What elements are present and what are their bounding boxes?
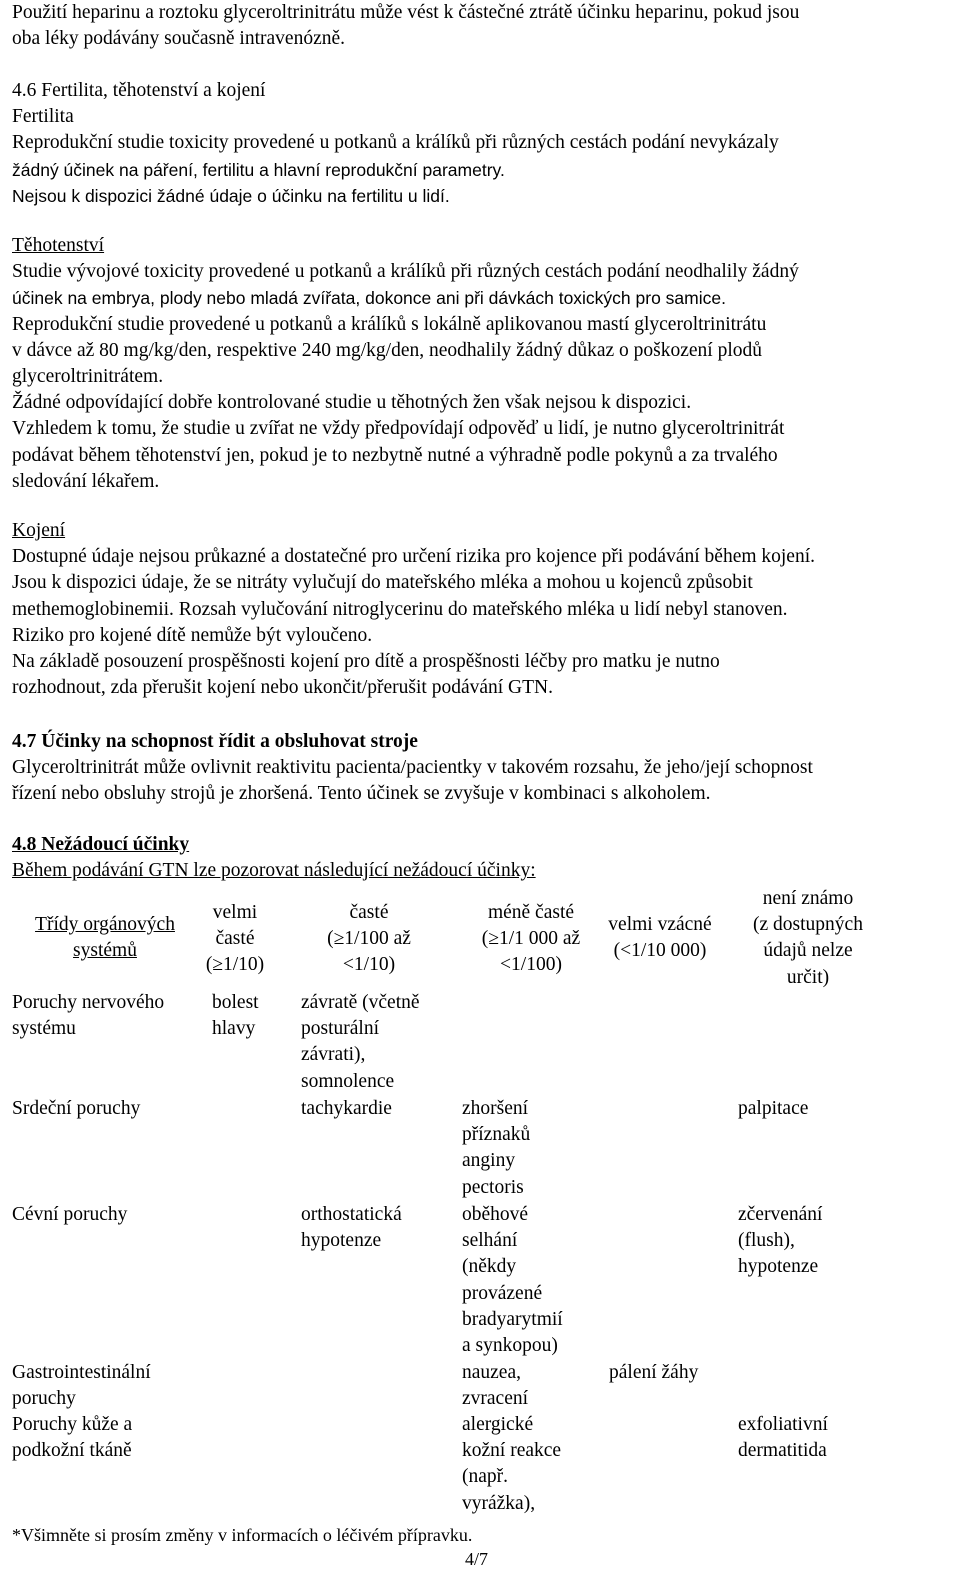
row-skin-uncommon: alergické kožní reakce (např. vyrážka), (462, 1414, 562, 1514)
fertility-line: žádný účinek na páření, fertilitu a hlavní reprodukční parametry. (12, 159, 505, 180)
intro-line-2: oba léky podávány současně intravenózně. (12, 28, 346, 50)
header-unknown: není známo (z dostupných údajů nelze určit) (753, 888, 863, 988)
footer-note: *Všimněte si prosím změny v informacích o léčivém přípravku. (12, 1525, 473, 1545)
row-gi-very-rare: pálení žáhy (609, 1362, 699, 1383)
lactation-heading: Kojení (12, 520, 66, 541)
row-skin-organ: Poruchy kůže a podkožní tkáně (12, 1414, 133, 1462)
fertility-line: Nejsou k dispozici žádné údaje o účinku na fertilitu u lidí. (12, 185, 450, 206)
pregnancy-line: Žádné odpovídající dobře kontrolované studie u těhotných žen však nejsou k dispozici. (12, 392, 692, 414)
header-uncommon: méně časté (≥1/1 000 až <1/100) (481, 902, 581, 976)
pregnancy-heading: Těhotenství (12, 235, 105, 256)
section-4-7-line: Glyceroltrinitrát může ovlivnit reaktivitu pacienta/pacientky v takovém rozsahu, že jeho/její schopnost (12, 757, 813, 779)
lactation-line: Jsou k dispozici údaje, že se nitráty vylučují do mateřského mléka a mohou u kojenců způsobit (12, 572, 753, 594)
pregnancy-line: Studie vývojové toxicity provedené u potkanů a králíků při různých cestách podání neodhalily žádný (12, 261, 799, 283)
pregnancy-line: glyceroltrinitrátem. (12, 366, 164, 388)
row-cardiac-unknown: palpitace (738, 1098, 809, 1119)
section-4-7-heading: 4.7 Účinky na schopnost řídit a obsluhovat stroje (12, 731, 418, 752)
row-cardiac-uncommon: zhoršení příznaků anginy pectoris (462, 1098, 531, 1198)
section-4-6 (12, 78, 779, 209)
header-very-rare: velmi vzácné (<1/10 000) (608, 914, 712, 962)
pregnancy-line: podávat během těhotenství jen, pokud je to nezbytně nutné a výhradně podle pokynů a za trvalého (12, 444, 778, 466)
pregnancy-line: Reprodukční studie provedené u potkanů a králíků s lokálně aplikovanou mastí glyceroltrinitrátu (12, 313, 767, 335)
row-skin-unknown: exfoliativní dermatitida (738, 1414, 828, 1462)
pregnancy-line: Vzhledem k tomu, že studie u zvířat ne vždy předpovídají odpověď u lidí, je nutno glyceroltrinitrát (12, 418, 785, 440)
lactation-line: Dostupné údaje nejsou průkazné a dostatečné pro určení rizika pro kojence při podávání během kojení. (12, 546, 816, 568)
pregnancy-line: účinek na embrya, plody nebo mladá zvířata, dokonce ani při dávkách toxických pro samice. (12, 288, 726, 309)
lactation-line: methemoglobinemii. Rozsah vylučování nitroglycerinu do mateřského mléka u lidí nebyl stanoven. (12, 598, 788, 620)
section-4-7 (12, 729, 813, 808)
row-nervous-common: závratě (včetně posturální závrati), somnolence (301, 992, 420, 1092)
lactation-line: Na základě posouzení prospěšnosti kojení pro dítě a prospěšnosti léčby pro matku je nutno (12, 651, 720, 673)
lactation-line: Riziko pro kojené dítě nemůže být vyloučeno. (12, 624, 373, 646)
intro-line-1: Použití heparinu a roztoku glyceroltrinitrátu může vést k částečné ztrátě účinku heparinu, pokud jsou (12, 2, 800, 23)
section-4-6-heading: 4.6 Fertilita, těhotenství a kojení (12, 80, 266, 101)
section-4-8-heading: 4.8 Nežádoucí účinky (12, 834, 190, 855)
pregnancy-line: v dávce až 80 mg/kg/den, respektive 240 mg/kg/den, neodhalily žádný důkaz o poškození plodů (12, 339, 763, 361)
header-organ-class: Třídy orgánových systémů (35, 914, 175, 962)
row-vascular-organ: Cévní poruchy (12, 1204, 128, 1225)
section-4-8-intro: Během podávání GTN lze pozorovat následující nežádoucí účinky: (12, 860, 536, 882)
row-nervous-organ: Poruchy nervového systému (12, 992, 165, 1040)
row-vascular-uncommon: oběhové selhání (někdy provázené bradyarytmií a synkopou) (462, 1204, 563, 1357)
intro-paragraph (12, 0, 799, 52)
row-gi-organ: Gastrointestinální poruchy (12, 1362, 151, 1410)
pregnancy-line: sledování lékařem. (12, 470, 160, 492)
row-vascular-unknown: zčervenání (flush), hypotenze (738, 1204, 823, 1278)
section-4-8 (12, 832, 536, 884)
lactation-line: rozhodnout, zda přerušit kojení nebo ukončit/přerušit podávání GTN. (12, 677, 553, 699)
page-number: 4/7 (465, 1549, 489, 1569)
row-vascular-common: orthostatická hypotenze (301, 1204, 402, 1252)
header-very-common: velmi časté (≥1/10) (205, 902, 265, 976)
row-gi-uncommon: nauzea, zvracení (462, 1362, 529, 1410)
row-cardiac-organ: Srdeční poruchy (12, 1098, 141, 1119)
lactation-section (12, 518, 815, 701)
header-common: časté (≥1/100 až <1/10) (327, 902, 411, 976)
fertility-heading: Fertilita (12, 106, 74, 128)
row-nervous-very-common: bolest hlavy (212, 992, 259, 1040)
section-4-7-line: řízení nebo obsluhy strojů je zhoršená. Tento účinek se zvyšuje v kombinaci s alkoholem. (12, 783, 711, 805)
pregnancy-section (12, 233, 799, 495)
row-cardiac-common: tachykardie (301, 1098, 392, 1119)
fertility-line: Reprodukční studie toxicity provedené u potkanů a králíků při různých cestách podání nevykázaly (12, 132, 779, 154)
